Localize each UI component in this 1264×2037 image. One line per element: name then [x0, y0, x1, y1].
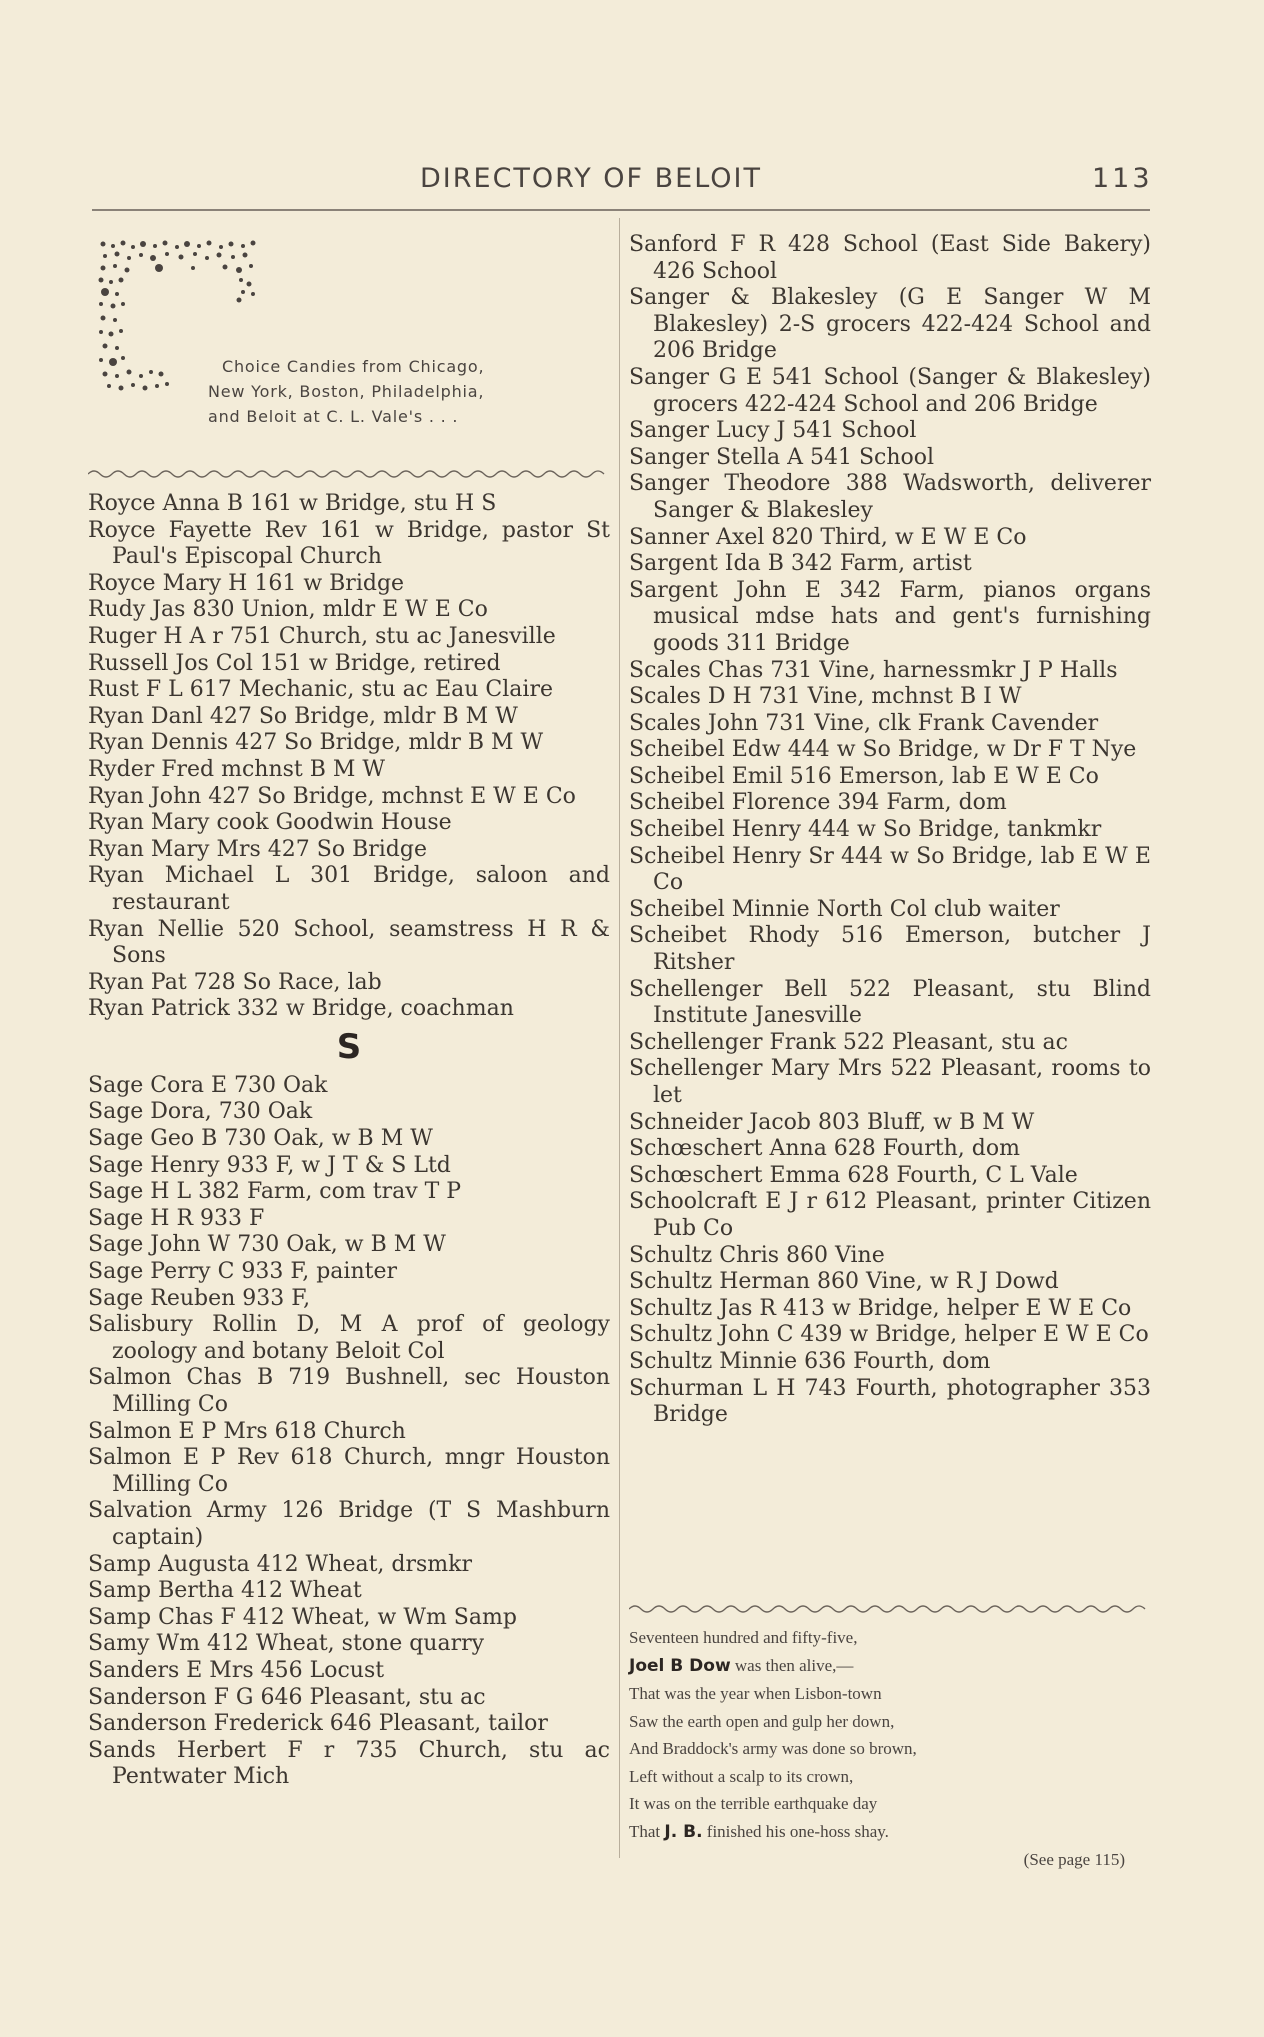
directory-entry: Schoolcraft E J r 612 Pleasant, printer Citizen Pub Co: [629, 1189, 1151, 1241]
ad-line: and Beloit at C. L. Vale's . . .: [208, 407, 459, 426]
directory-entry: Sage Geo B 730 Oak, w B M W: [88, 1126, 433, 1152]
directory-entry: Russell Jos Col 151 w Bridge, retired: [88, 650, 501, 676]
directory-entry: Samp Chas F 412 Wheat, w Wm Samp: [88, 1604, 517, 1630]
directory-entry: Ryan Mary cook Goodwin House: [88, 810, 452, 836]
directory-entry: Schneider Jacob 803 Bluff, w B M W: [629, 1109, 1035, 1135]
directory-entry: Scales D H 731 Vine, mchnst B I W: [629, 684, 1022, 710]
left-column: [88, 491, 610, 1791]
directory-entry: Sargent Ida B 342 Farm, artist: [629, 551, 972, 577]
directory-entry: Schœschert Emma 628 Fourth, C L Vale: [629, 1162, 1078, 1188]
column-divider: [619, 218, 620, 1858]
directory-entry: Sanger Stella A 541 School: [629, 444, 935, 470]
directory-entry: Schultz John C 439 w Bridge, helper E W E Co: [629, 1322, 1149, 1348]
section-letter-s: S: [336, 1026, 362, 1067]
directory-entry: Samp Bertha 412 Wheat: [88, 1578, 362, 1604]
directory-entry: Scheibel Emil 516 Emerson, lab E W E Co: [629, 763, 1099, 789]
poem-advertisement: [629, 1624, 1149, 1874]
directory-entry: Schellenger Mary Mrs 522 Pleasant, rooms to let: [629, 1056, 1151, 1108]
directory-entry: Sanderson F G 646 Pleasant, stu ac: [88, 1684, 486, 1710]
right-column: [629, 232, 1151, 1429]
directory-entry: Schultz Minnie 636 Fourth, dom: [629, 1348, 991, 1374]
directory-entry: Schœschert Anna 628 Fourth, dom: [629, 1136, 1020, 1162]
poem-line: Left without a scalp to its crown,: [629, 1766, 854, 1786]
directory-entry: Sands Herbert F r 735 Church, stu ac Pentwater Mich: [88, 1737, 610, 1790]
directory-entry: Royce Anna B 161 w Bridge, stu H S: [88, 491, 497, 516]
page-number: 113: [1092, 163, 1153, 194]
directory-entry: Schultz Jas R 413 w Bridge, helper E W E Co: [629, 1295, 1132, 1321]
ad-line: New York, Boston, Philadelphia,: [208, 382, 485, 401]
directory-entry: Rudy Jas 830 Union, mldr E W E Co: [88, 597, 488, 623]
directory-entry: Sanger G E 541 School (Sanger & Blakesley) grocers 422-424 School and 206 Bridge: [629, 364, 1151, 417]
directory-entry: Ryan Danl 427 So Bridge, mldr B M W: [88, 703, 518, 729]
directory-entry: Ryan John 427 So Bridge, mchnst E W E Co: [88, 783, 576, 809]
directory-entry: Sanger Lucy J 541 School: [629, 418, 917, 444]
advertisement-text: [208, 354, 528, 429]
directory-entry: Sanford F R 428 School (East Side Bakery) 426 School: [629, 232, 1151, 284]
directory-entry: Scheibel Henry Sr 444 w So Bridge, lab E W E Co: [629, 843, 1151, 896]
directory-entry: Royce Mary H 161 w Bridge: [88, 570, 405, 596]
directory-entry: Salmon E P Rev 618 Church, mngr Houston Milling Co: [88, 1445, 610, 1497]
poem-line: It was on the terrible earthquake day: [629, 1794, 878, 1813]
directory-entry: Sage John W 730 Oak, w B M W: [88, 1232, 446, 1258]
page-title: DIRECTORY OF BELOIT: [420, 163, 763, 194]
directory-entry: Scheibel Florence 394 Farm, dom: [629, 790, 1007, 816]
directory-entry: Sage Cora E 730 Oak: [88, 1072, 328, 1098]
candy-advertisement: [95, 238, 525, 438]
directory-entry: Salvation Army 126 Bridge (T S Mashburn captain): [88, 1498, 610, 1550]
directory-entry: Sargent John E 342 Farm, pianos organs musical mdse hats and gent's furnishing goods 311 Bridge: [629, 577, 1151, 656]
poem-line: Seventeen hundred and fifty-five,: [629, 1628, 858, 1647]
poem-line-text: That: [629, 1821, 665, 1841]
directory-entry: Salmon E P Mrs 618 Church: [88, 1418, 406, 1444]
directory-entry: Sanderson Frederick 646 Pleasant, tailor: [88, 1711, 548, 1737]
poem-line: [629, 1818, 1149, 1847]
directory-entry: Samp Augusta 412 Wheat, drsmkr: [88, 1551, 473, 1577]
directory-entry: Scheibet Rhody 516 Emerson, butcher J Ritsher: [629, 923, 1151, 976]
poem-see-page-note: (See page 115): [1023, 1850, 1125, 1869]
wavy-divider: [88, 468, 608, 480]
directory-entry: Salmon Chas B 719 Bushnell, sec Houston Milling Co: [88, 1365, 610, 1417]
directory-entry: Salisbury Rollin D, M A prof of geology zoology and botany Beloit Col: [88, 1312, 610, 1364]
entries-r: [88, 491, 610, 1023]
directory-entry: Ryan Nellie 520 School, seamstress H R & Sons: [88, 916, 610, 969]
directory-entry: Schellenger Bell 522 Pleasant, stu Blind Institute Janesville: [629, 976, 1151, 1029]
poem-line-text: finished his one-hoss shay.: [702, 1821, 889, 1841]
directory-entry: Sage H L 382 Farm, com trav T P: [88, 1179, 462, 1205]
directory-entry: Ryan Pat 728 So Race, lab: [88, 969, 382, 995]
directory-entry: Sanger Theodore 388 Wadsworth, deliverer Sanger & Blakesley: [629, 471, 1151, 523]
directory-entry: Rust F L 617 Mechanic, stu ac Eau Claire: [88, 677, 553, 703]
directory-entry: Sage Dora, 730 Oak: [88, 1099, 313, 1125]
directory-entry: Sage Reuben 933 F,: [88, 1285, 311, 1311]
directory-entry: Ruger H A r 751 Church, stu ac Janesville: [88, 623, 556, 649]
poem-line: That was the year when Lisbon-town: [629, 1684, 882, 1703]
directory-entry: Sage H R 933 F: [88, 1205, 265, 1231]
directory-entry: Royce Fayette Rev 161 w Bridge, pastor St Paul's Episcopal Church: [88, 517, 610, 570]
poem-line-text: was then alive,—: [730, 1655, 854, 1675]
directory-entry: Ryan Michael L 301 Bridge, saloon and restaurant: [88, 863, 610, 915]
directory-entry: Scales Chas 731 Vine, harnessmkr J P Halls: [629, 657, 1118, 683]
directory-entry: Schurman L H 743 Fourth, photographer 353 Bridge: [629, 1375, 1151, 1428]
directory-entry: Ryan Patrick 332 w Bridge, coachman: [88, 996, 514, 1022]
directory-entry: Samy Wm 412 Wheat, stone quarry: [88, 1631, 485, 1657]
poem-line: And Braddock's army was done so brown,: [629, 1739, 917, 1758]
directory-entry: Scheibel Edw 444 w So Bridge, w Dr F T Nye: [629, 737, 1137, 763]
header-rule: [92, 209, 1150, 211]
directory-entry: Ryan Dennis 427 So Bridge, mldr B M W: [88, 730, 544, 756]
directory-entry: Scales John 731 Vine, clk Frank Cavender: [629, 710, 1099, 736]
poem-line: Saw the earth open and gulp her down,: [629, 1711, 895, 1731]
directory-entry: Sanger & Blakesley (G E Sanger W M Blakesley) 2-S grocers 422-424 School and 206 Bridge: [629, 285, 1151, 364]
directory-entry: Scheibel Minnie North Col club waiter: [629, 896, 1060, 922]
entries-s-continued: [629, 232, 1151, 1429]
poem-initials: J. B.: [664, 1821, 703, 1842]
entries-s: [88, 1073, 610, 1791]
directory-entry: Sage Perry C 933 F, painter: [88, 1259, 397, 1285]
directory-entry: Sanner Axel 820 Third, w E W E Co: [629, 524, 1027, 550]
poem-line: [629, 1652, 1149, 1681]
wavy-divider: [629, 1603, 1149, 1615]
directory-entry: Schultz Herman 860 Vine, w R J Dowd: [629, 1269, 1059, 1295]
directory-entry: Sage Henry 933 F, w J T & S Ltd: [88, 1152, 451, 1178]
directory-entry: Ryder Fred mchnst B M W: [88, 756, 386, 782]
directory-entry: Sanders E Mrs 456 Locust: [88, 1657, 385, 1683]
directory-entry: Schultz Chris 860 Vine: [629, 1242, 885, 1268]
ad-line: Choice Candies from Chicago,: [222, 357, 485, 376]
directory-entry: Schellenger Frank 522 Pleasant, stu ac: [629, 1029, 1068, 1055]
directory-entry: Scheibel Henry 444 w So Bridge, tankmkr: [629, 817, 1102, 843]
directory-entry: Ryan Mary Mrs 427 So Bridge: [88, 836, 427, 862]
poem-name: Joel B Dow: [629, 1655, 731, 1676]
